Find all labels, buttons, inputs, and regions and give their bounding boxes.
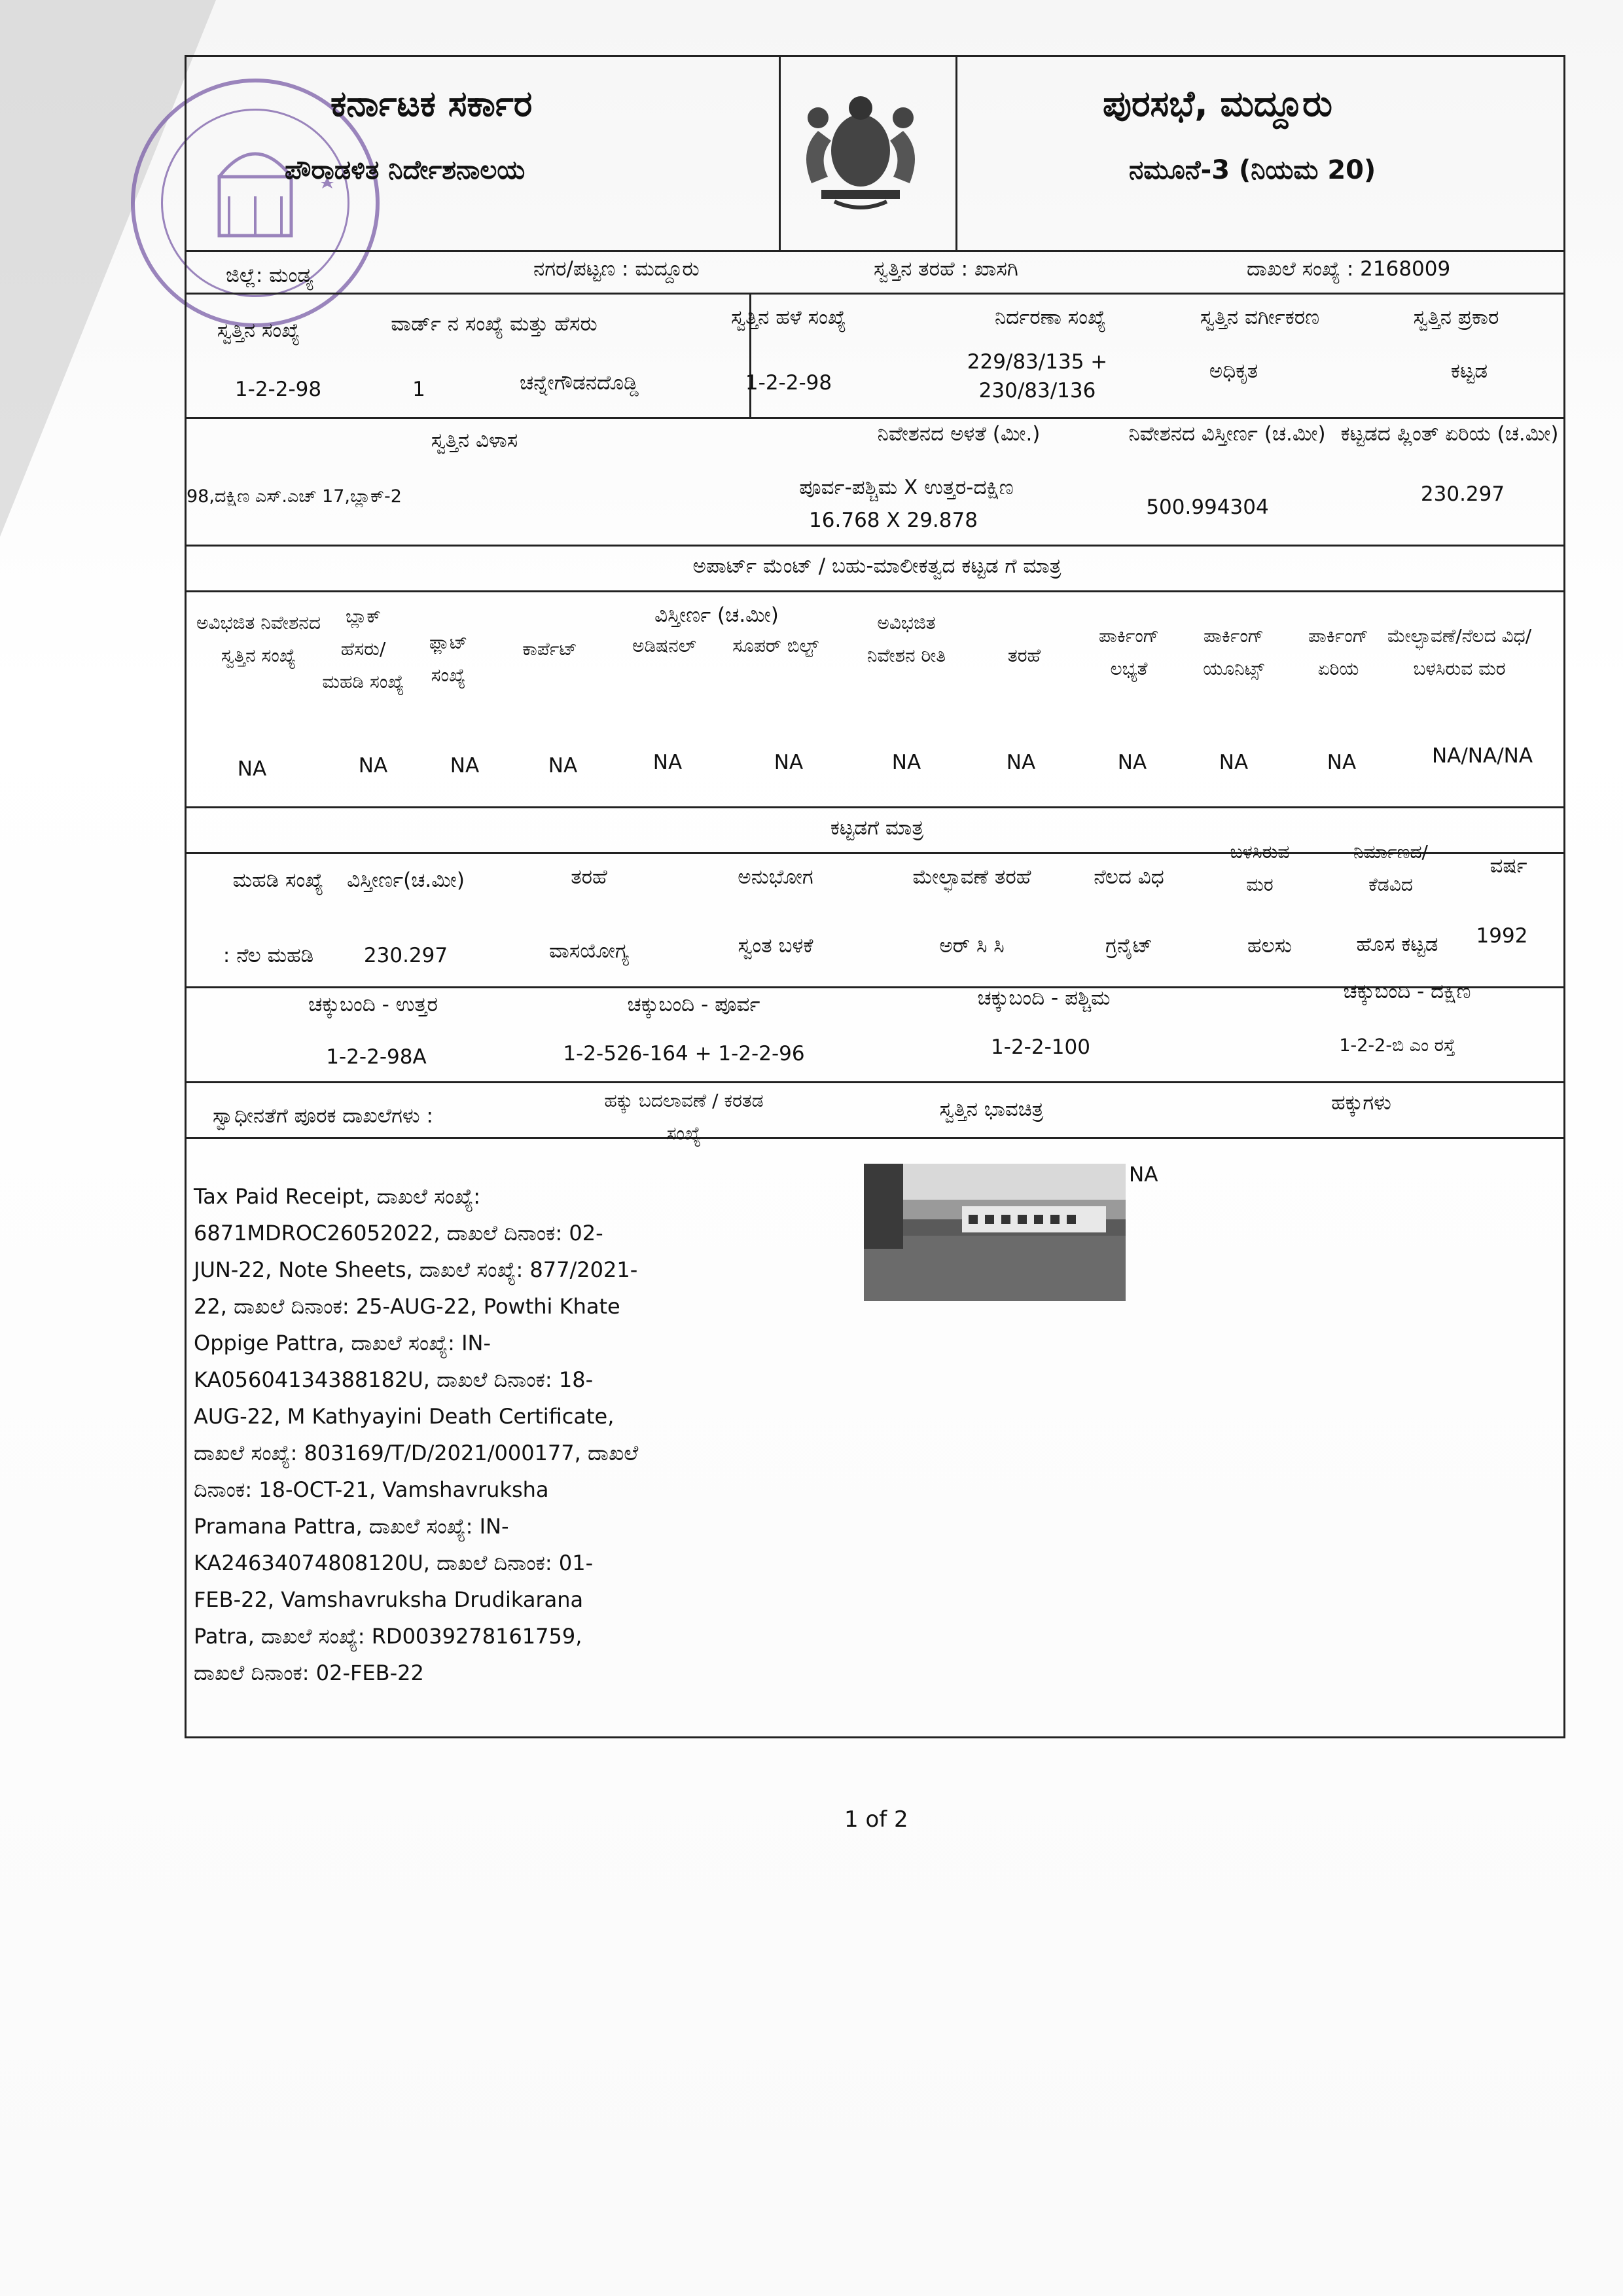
bld-header-roof-type: ಮೇಲ್ಛಾವಣೆ ತರಹೆ (912, 865, 1031, 889)
apt-header-roof-floor-wood: ಮೇಲ್ಛಾವಣೆ/ನೆಲದ ವಿಧ/ಬಳಸಿರುವ ಮರ (1387, 625, 1532, 679)
ward-number: 1 (412, 378, 425, 401)
property-photo (864, 1164, 1126, 1301)
apt-value-7: NA (891, 751, 921, 774)
form-number: ನಮೂನೆ-3 (ನಿಯಮ 20) (1129, 155, 1376, 185)
property-kind-value: ಕಟ್ಟಡ (1450, 359, 1488, 383)
bld-floor-type-value: ಗ್ರನೈಟ್ (1105, 934, 1153, 958)
apt-header-additional: ಅಡಿಷನಲ್ (632, 635, 696, 656)
bld-construction-value: ಹೊಸ ಕಟ್ಟಡ (1356, 933, 1438, 956)
apartment-section-title: ಅಪಾರ್ಟ್ ಮೆಂಟ್ / ಬಹು-ಮಾಲೀಕತ್ವದ ಕಟ್ಟಡ ಗೆ ಮಾತ್ರ (692, 554, 1061, 578)
apt-value-10: NA (1219, 751, 1249, 774)
bld-floor-value: : ನೆಲ ಮಹಡಿ (223, 944, 314, 967)
property-type-label: ಸ್ವತ್ತಿನ ತರಹೆ : ಖಾಸಗಿ (874, 257, 1018, 281)
apt-header-block: ಬ್ಲಾಕ್ ಹೆಸರು/ ಮಹಡಿ ಸಂಖ್ಯೆ (322, 605, 404, 692)
apt-header-undivided-number: ಅವಿಭಜಿತ ನಿವೇಶನದ ಸ್ವತ್ತಿನ ಸಂಖ್ಯೆ (196, 612, 321, 666)
header-ward: ವಾರ್ಡ್ ನ ಸಂಖ್ಯೆ ಮತ್ತು ಹೆಸರು (391, 312, 597, 336)
apt-value-11: NA (1327, 751, 1357, 774)
apt-header-type: ತರಹೆ (1007, 645, 1041, 666)
bld-roof-value: ಅರ್ ಸಿ ಸಿ (939, 934, 1005, 958)
header-boundary-north: ಚಕ್ಕುಬಂದಿ - ಉತ್ತರ (308, 993, 438, 1016)
apt-header-carpet: ಕಾರ್ಪೆಟ್ (522, 638, 577, 660)
bld-header-year: ವರ್ಷ (1489, 854, 1527, 878)
page-number: 1 of 2 (844, 1806, 908, 1833)
header-site-dimension: ನಿವೇಶನದ ಅಳತೆ (ಮೀ.) (877, 422, 1041, 446)
bld-area-value: 230.297 (363, 944, 448, 967)
apt-header-undivided-manner: ಅವಿಭಜಿತ ನಿವೇಶನ ರೀತಿ (866, 612, 946, 666)
ward-name: ಚನ್ನೇಗೌಡನದೊಡ್ಡಿ (519, 371, 639, 395)
assessment-number-2: 230/83/136 (978, 379, 1096, 403)
apt-value-4: NA (548, 754, 578, 778)
dimension-label: ಪೂರ್ವ-ಪಶ್ಚಿಮ X ಉತ್ತರ-ದಕ್ಷಿಣ (799, 476, 1014, 499)
boundary-west-value: 1-2-2-100 (991, 1035, 1090, 1059)
dimension-value: 16.768 X 29.878 (809, 509, 978, 532)
apt-value-1: NA (237, 757, 267, 781)
boundary-east-value: 1-2-526-164 + 1-2-2-96 (563, 1042, 805, 1066)
header-address: ಸ್ವತ್ತಿನ ವಿಳಾಸ (431, 429, 518, 452)
apt-value-9: NA (1117, 751, 1147, 774)
bld-type-value: ವಾಸಯೋಗ್ಯ (549, 939, 629, 963)
apt-value-2: NA (358, 754, 388, 778)
header-boundary-west: ಚಕ್ಕುಬಂದಿ - ಪಶ್ಚಿಮ (977, 986, 1111, 1010)
site-area-value: 500.994304 (1146, 495, 1269, 519)
directorate-subtitle: ಪೌರಾಡಳಿತ ನಿರ್ದೇಶನಾಲಯ (285, 155, 526, 185)
header-property-number: ಸ್ವತ್ತಿನ ಸಂಖ್ಯೆ (217, 319, 300, 342)
classification-value: ಅಧಿಕೃತ (1209, 359, 1258, 383)
bld-header-area: ವಿಸ್ತೀರ್ಣ(ಚ.ಮೀ) (347, 869, 465, 892)
header-assessment-number: ನಿರ್ದರಣಾ ಸಂಖ್ಯೆ (994, 306, 1107, 329)
bld-header-construction: ನಿರ್ಮಾಣದ/ ಕೆಡವಿದ (1353, 841, 1428, 895)
district-label: ಜಿಲ್ಲೆ: ಮಂಡ್ಯ (226, 264, 313, 287)
header-property-kind: ಸ್ವತ್ತಿನ ಪ್ರಕಾರ (1413, 306, 1499, 329)
header-boundary-east: ಚಕ್ಕುಬಂದಿ - ಪೂರ್ವ (627, 993, 760, 1016)
old-property-number: 1-2-2-98 (745, 371, 832, 395)
bld-header-wood: ಬಳಸಿರುವ ಮರ (1230, 841, 1290, 895)
apt-header-parking-area: ಪಾರ್ಕಿಂಗ್ ಏರಿಯ (1308, 625, 1369, 679)
apartment-area-group: ವಿಸ್ತೀರ್ಣ (ಚ.ಮೀ) (654, 603, 779, 627)
header-rights: ಹಕ್ಕುಗಳು (1331, 1091, 1391, 1115)
property-address: 98,ದಕ್ಷಿಣ ಎಸ್.ಎಚ್ 17,ಬ್ಲಾಕ್-2 (187, 486, 402, 507)
header-classification: ಸ್ವತ್ತಿನ ವರ್ಗೀಕರಣ (1200, 306, 1320, 329)
building-section-title: ಕಟ್ಟಡಗೆ ಮಾತ್ರ (830, 816, 924, 840)
bld-header-type: ತರಹೆ (571, 865, 607, 889)
bld-header-usage: ಅನುಭೋಗ (738, 865, 813, 889)
apt-header-parking-availability: ಪಾರ್ಕಿಂಗ್ ಲಭ್ಯತೆ (1098, 625, 1160, 679)
header-mutation-number: ಹಕ್ಕು ಬದಲಾವಣೆ / ಕರತಡ ಸಂಖ್ಯೆ (604, 1090, 764, 1144)
apt-header-flat: ಫ್ಲಾಟ್ ಸಂಖ್ಯೆ (429, 632, 468, 686)
assessment-number-1: 229/83/135 + (967, 350, 1108, 374)
record-number-label: ದಾಖಲೆ ಸಂಖ್ಯೆ : 2168009 (1247, 257, 1451, 281)
apt-header-parking-units: ಪಾರ್ಕಿಂಗ್ ಯೂನಿಟ್ಸ್ (1203, 625, 1264, 679)
mutation-number-value: NA (1129, 1163, 1158, 1187)
apt-header-super-built: ಸೂಪರ್ ಬಿಲ್ಟ್ (732, 635, 819, 656)
bld-wood-value: ಹಲಸು (1247, 934, 1292, 958)
karnataka-emblem-icon (779, 65, 942, 223)
bld-header-floor: ಮಹಡಿ ಸಂಖ್ಯೆ (232, 869, 324, 892)
header-property-photo: ಸ್ವತ್ತಿನ ಭಾವಚಿತ್ರ (939, 1098, 1044, 1121)
header-site-area: ನಿವೇಶನದ ವಿಸ್ತೀರ್ಣ (ಚ.ಮೀ) (1128, 422, 1326, 446)
municipality-title: ಪುರಸಭೆ, ಮದ್ದೂರು (1103, 83, 1332, 124)
apt-value-3: NA (450, 754, 480, 778)
bld-year-value: 1992 (1476, 924, 1528, 948)
town-label: ನಗರ/ಪಟ್ಟಣ : ಮದ್ದೂರು (533, 257, 700, 281)
header-supporting-records: ಸ್ವಾಧೀನತೆಗೆ ಪೂರಕ ದಾಖಲೆಗಳು : (213, 1104, 433, 1128)
apt-value-6: NA (774, 751, 804, 774)
header-boundary-south: ಚಕ್ಕುಬಂದಿ - ದಕ್ಷಿಣ (1343, 980, 1471, 1003)
header-plinth-area: ಕಟ್ಟಡದ ಪ್ಲಿಂತ್ ಏರಿಯ (ಚ.ಮೀ) (1340, 422, 1559, 446)
apt-value-8: NA (1006, 751, 1036, 774)
government-title: ಕರ್ನಾಟಕ ಸರ್ಕಾರ (330, 83, 533, 124)
property-number: 1-2-2-98 (234, 378, 322, 401)
bld-usage-value: ಸ್ವಂತ ಬಳಕೆ (738, 934, 813, 958)
boundary-north-value: 1-2-2-98A (326, 1045, 427, 1069)
boundary-south-value: 1-2-2-ಬಿ ಎಂ ರಸ್ತೆ (1339, 1035, 1455, 1056)
apt-value-5: NA (652, 751, 683, 774)
bld-header-floor-type: ನೆಲದ ವಿಧ (1094, 865, 1164, 889)
header-old-number: ಸ್ವತ್ತಿನ ಹಳೆ ಸಂಖ್ಯೆ (731, 306, 846, 329)
supporting-documents-text: Tax Paid Receipt, ದಾಖಲೆ ಸಂಖ್ಯೆ: 6871MDROC26052022, ದಾಖಲೆ ದಿನಾಂಕ: 02-JUN-22, Note Sheets, ದಾಖಲೆ ಸಂಖ್ಯೆ: 877/2021-22, ದಾಖಲೆ ದಿನಾಂಕ: 25-AUG-22, Powthi Khate Oppige Pattra, ದಾಖಲೆ ಸಂಖ್ಯೆ: IN-KA05604134388182U, ದಾಖಲೆ ದಿನಾಂಕ: 18-AUG-22, M Kathyayini Death Certificate, ದಾಖಲೆ ಸಂಖ್ಯೆ: 803169/T/D/2021/000177, ದಾಖಲೆ ದಿನಾಂಕ: 18-OCT-21, Vamshavruksha Pramana Pattra, ದಾಖಲೆ ಸಂಖ್ಯೆ: IN-KA24634074808120U, ದಾಖಲೆ ದಿನಾಂಕ: 01-FEB-22, Vamshavruksha Drudikarana Patra, ದಾಖಲೆ ಸಂಖ್ಯೆ: RD0039278161759, ದಾಖಲೆ ದಿನಾಂಕ: 02-FEB-22 (194, 1184, 639, 1685)
apt-value-12: NA/NA/NA (1431, 744, 1533, 768)
plinth-area-value: 230.297 (1420, 482, 1505, 506)
